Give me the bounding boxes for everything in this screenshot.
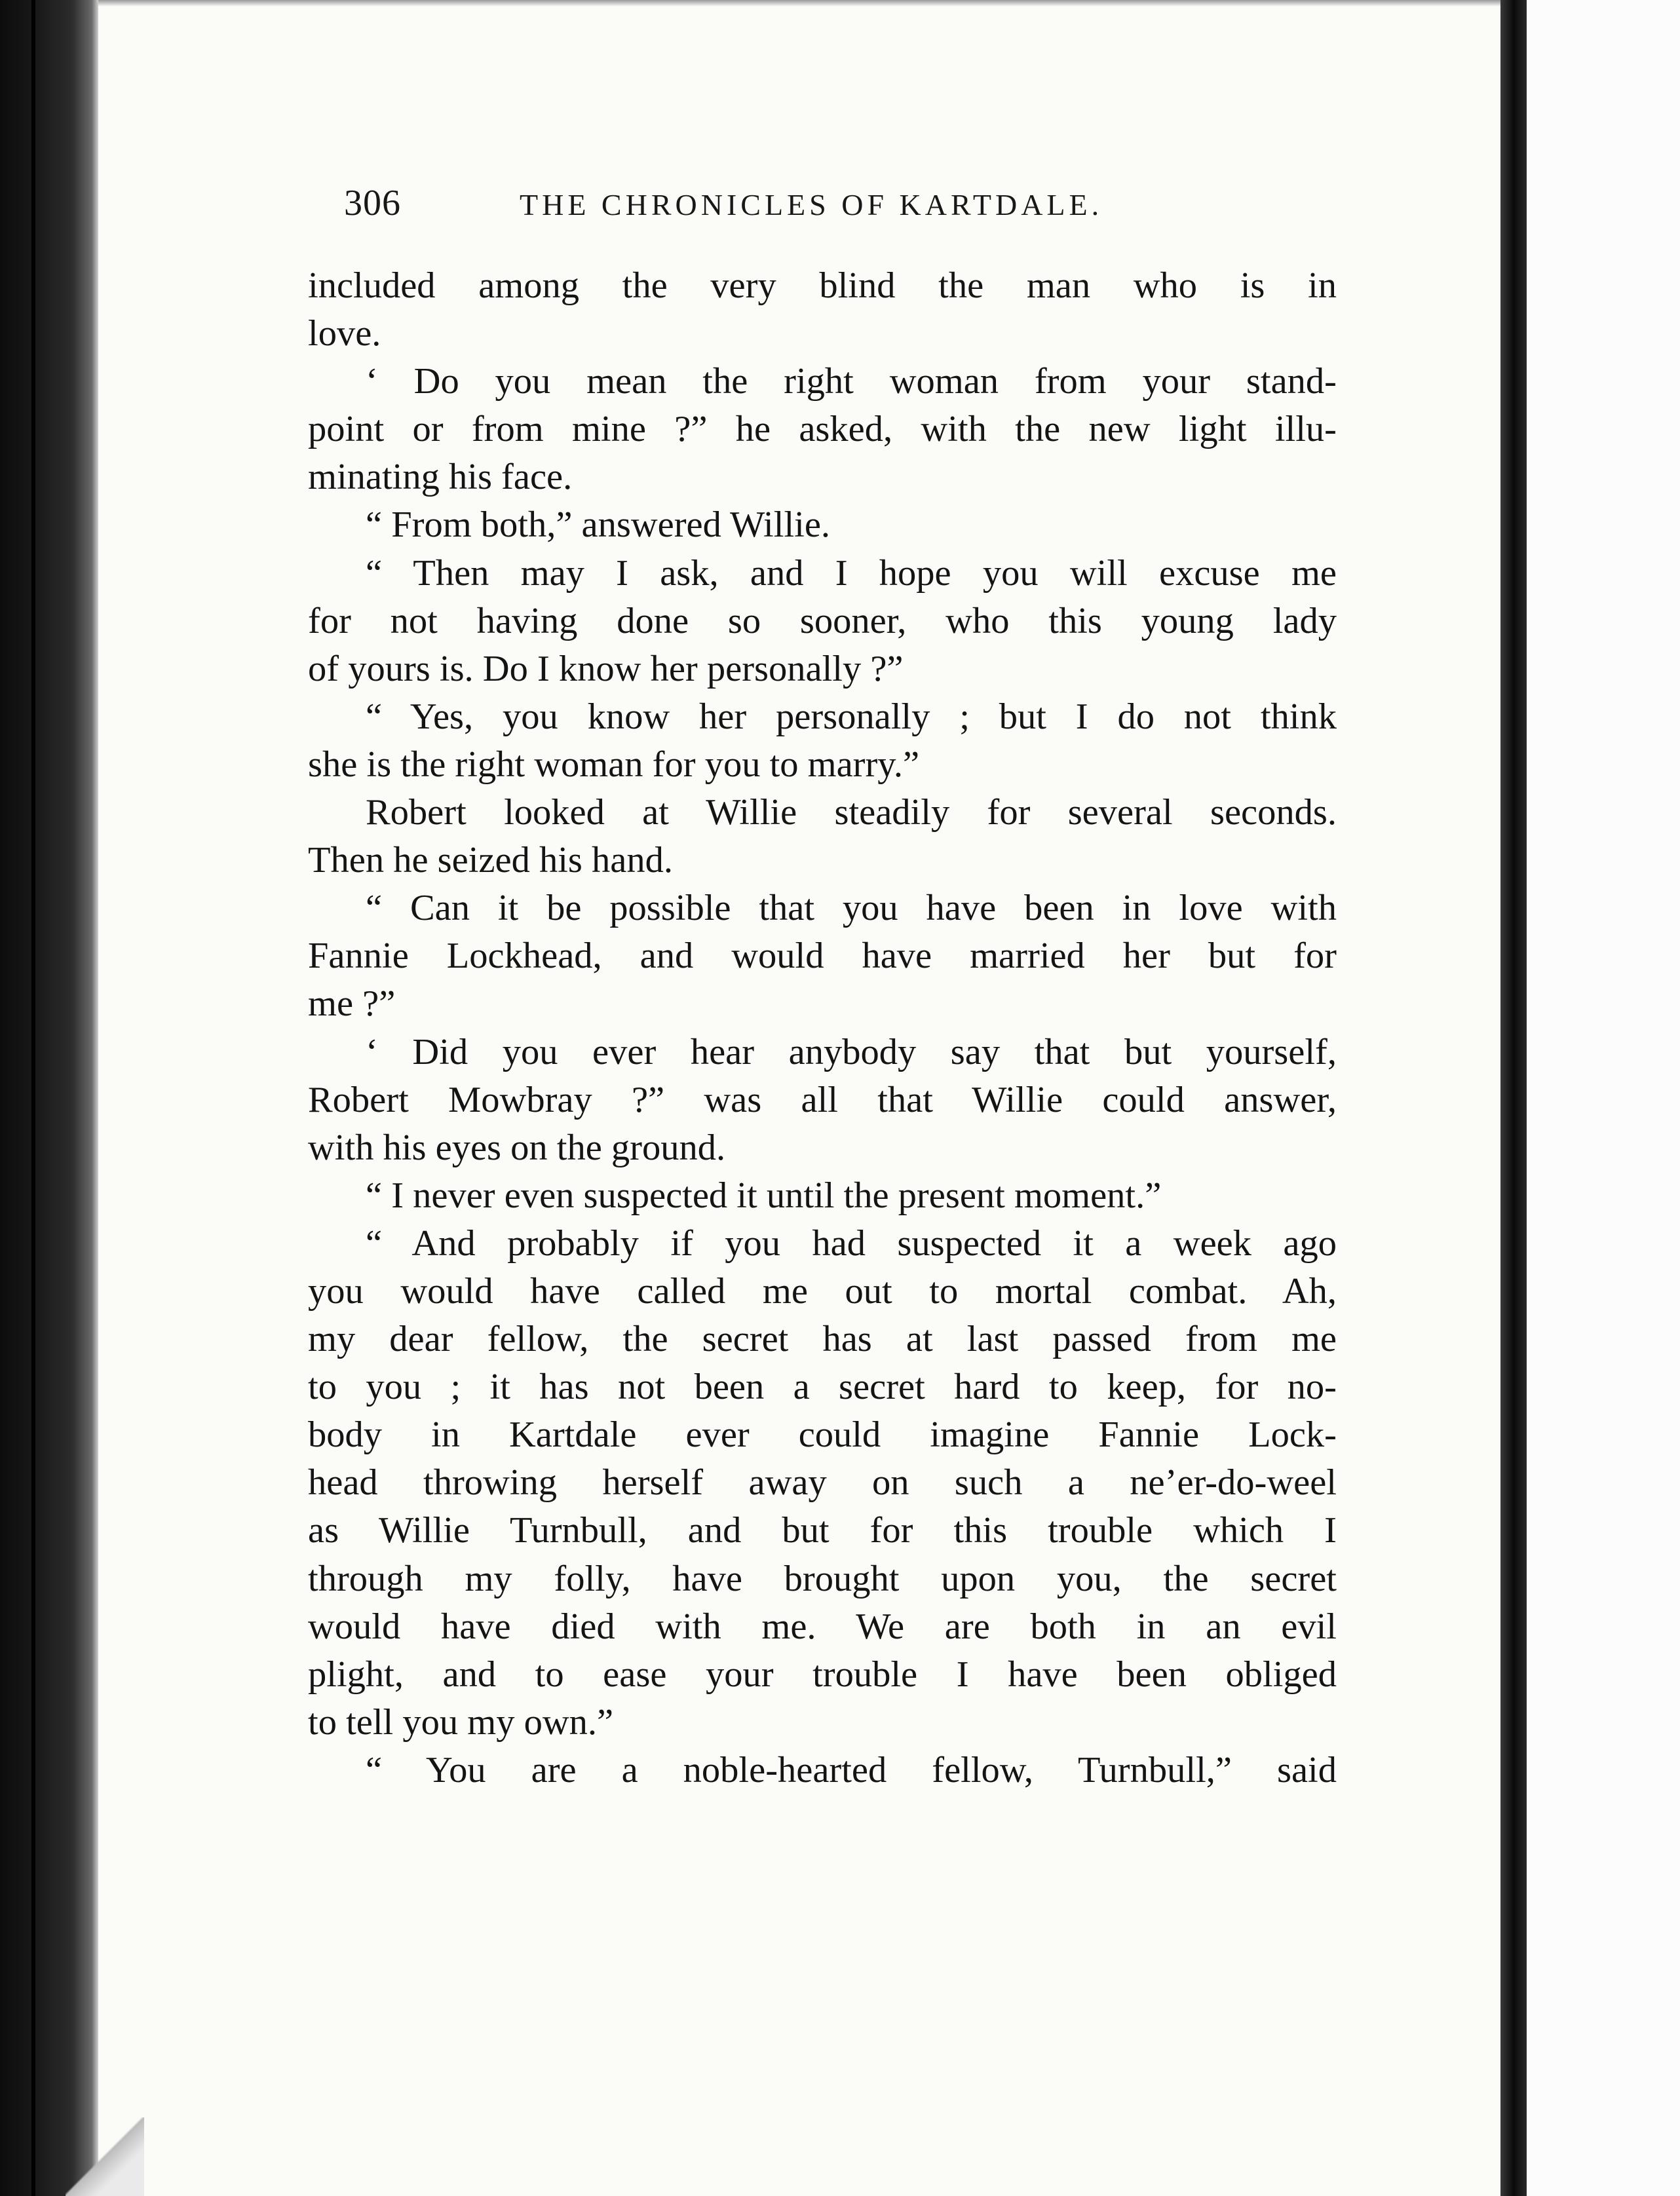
text-line: “ Yes, you know her personally ; but I do not think — [366, 696, 1337, 737]
text-line: head throwing herself away on such a ne’er-do-weel — [308, 1462, 1337, 1504]
text-line: Then he seized his hand. — [308, 840, 673, 881]
running-title: THE CHRONICLES OF KARTDALE. — [520, 188, 1103, 221]
page-number: 306 — [344, 183, 401, 223]
text-line: body in Kartdale ever could imagine Fannie Lock- — [308, 1414, 1337, 1456]
text-line: my dear fellow, the secret has at last passed from me — [308, 1319, 1337, 1360]
body-text — [308, 262, 1337, 1794]
scan-border-line — [31, 0, 35, 2196]
next-page-edge — [1527, 0, 1680, 2196]
text-line: “ You are a noble-hearted fellow, Turnbull,” said — [366, 1749, 1337, 1790]
text-line: Fannie Lockhead, and would have married her but for — [308, 936, 1337, 977]
text-line: “ Can it be possible that you have been in love with — [366, 888, 1337, 929]
text-line: to you ; it has not been a secret hard to keep, for no- — [308, 1367, 1337, 1408]
text-line: “ Then may I ask, and I hope you will excuse me — [366, 552, 1337, 594]
text-line: you would have called me out to mortal combat. Ah, — [308, 1270, 1337, 1312]
text-line: with his eyes on the ground. — [308, 1127, 726, 1168]
text-line: of yours is. Do I know her personally ?” — [308, 648, 904, 689]
text-line: she is the right woman for you to marry.” — [308, 744, 920, 785]
text-line: included among the very blind the man who is in — [308, 265, 1337, 306]
text-line: “ And probably if you had suspected it a week ago — [366, 1222, 1337, 1264]
text-line: minating his face. — [308, 457, 573, 498]
text-line: as Willie Turnbull, and but for this trouble which I — [308, 1510, 1337, 1551]
page-corner — [66, 2117, 144, 2196]
text-line: “ From both,” answered Willie. — [366, 504, 831, 546]
text-line: through my folly, have brought upon you, the secret — [308, 1558, 1337, 1599]
text-line: Robert Mowbray ?” was all that Willie could answer, — [308, 1079, 1337, 1120]
book-spine — [1500, 0, 1527, 2196]
text-line: point or from mine ?” he asked, with the new light illu- — [308, 409, 1337, 450]
text-line: Robert looked at Willie steadily for several seconds. — [366, 792, 1337, 833]
text-line: love. — [308, 313, 381, 354]
text-line: to tell you my own.” — [308, 1701, 614, 1743]
text-line: “ I never even suspected it until the present moment.” — [366, 1175, 1162, 1216]
scan-border-left — [0, 0, 98, 2196]
text-line: would have died with me. We are both in an evil — [308, 1606, 1337, 1647]
text-line: ‘ Do you mean the right woman from your stand- — [366, 361, 1337, 402]
text-line: plight, and to ease your trouble I have been obliged — [308, 1654, 1337, 1695]
page-shadow — [98, 0, 1500, 7]
text-line: ‘ Did you ever hear anybody say that but yourself, — [366, 1031, 1337, 1072]
running-header — [344, 182, 1327, 228]
text-line: for not having done so sooner, who this young lady — [308, 600, 1337, 641]
text-line: me ?” — [308, 983, 396, 1025]
